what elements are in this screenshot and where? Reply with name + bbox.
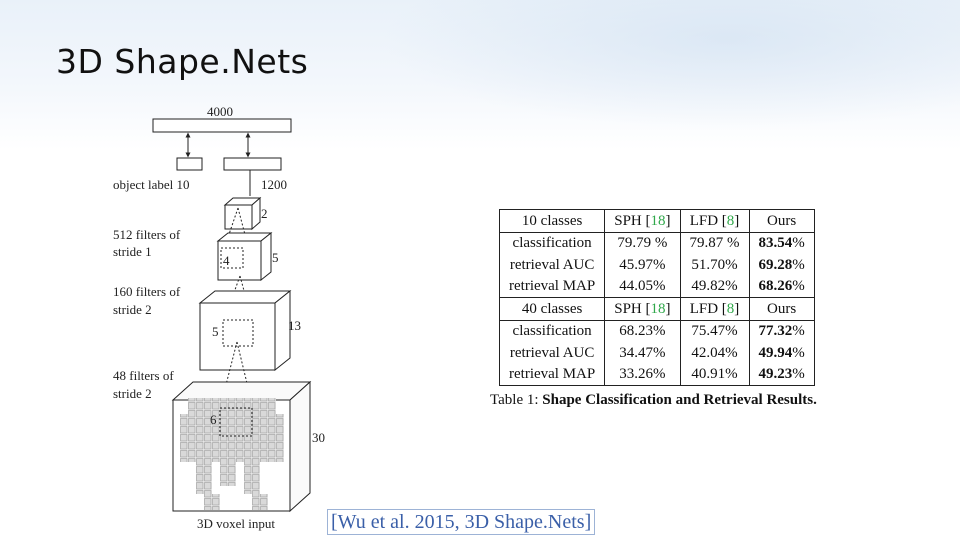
- cell-sph: 44.05%: [605, 276, 680, 298]
- col-header-classes: 10 classes: [500, 210, 605, 233]
- results-table: [499, 209, 815, 386]
- object-label-text: object label 10: [113, 177, 190, 192]
- ref-link[interactable]: 18: [650, 300, 666, 317]
- cell-lfd: 75.47%: [680, 320, 749, 342]
- fc-layer-4000: [153, 119, 291, 132]
- cell-ours: 68.26%: [749, 276, 814, 298]
- ref-link[interactable]: 18: [650, 212, 666, 229]
- row-label: retrieval MAP: [500, 364, 605, 386]
- layer2-line2: stride 2: [113, 302, 152, 317]
- col-header-sph: SPH [18]: [605, 298, 680, 321]
- layer1-kernel: 4: [223, 253, 230, 268]
- row-label: retrieval AUC: [500, 342, 605, 364]
- label-1200-text: 1200: [261, 177, 287, 192]
- row-label: retrieval MAP: [500, 276, 605, 298]
- layer2-size: 13: [288, 318, 301, 333]
- layer2-kernel: 5: [212, 324, 219, 339]
- cell-ours: 77.32%: [749, 320, 814, 342]
- voxel-input-cube: [173, 382, 310, 511]
- table-row: [500, 276, 815, 298]
- table-row: [500, 320, 815, 342]
- results-table-container: [499, 209, 815, 386]
- citation-link[interactable]: [Wu et al. 2015, 3D Shape.Nets]: [327, 509, 595, 535]
- row-label: classification: [500, 320, 605, 342]
- table-section-header-row: [500, 298, 815, 321]
- cell-ours: 49.23%: [749, 364, 814, 386]
- label-layer: [177, 158, 202, 170]
- col-header-ours: Ours: [749, 210, 814, 233]
- slide-title: 3D Shape.Nets: [56, 42, 309, 81]
- input-label: 3D voxel input: [197, 516, 275, 531]
- table-row: [500, 342, 815, 364]
- col-header-sph: SPH [18]: [605, 210, 680, 233]
- cell-ours: 83.54%: [749, 232, 814, 254]
- layer1-out-size: 2: [261, 206, 268, 221]
- cell-sph: 79.79 %: [605, 232, 680, 254]
- layer1-size: 5: [272, 250, 279, 265]
- layer1-line1: 512 filters of: [113, 227, 181, 242]
- ref-link[interactable]: 8: [726, 300, 735, 317]
- cell-lfd: 79.87 %: [680, 232, 749, 254]
- col-header-lfd: LFD [8]: [680, 210, 749, 233]
- layer1-line2: stride 1: [113, 244, 152, 259]
- cell-sph: 34.47%: [605, 342, 680, 364]
- layer3-kernel: 6: [210, 412, 217, 427]
- row-label: retrieval AUC: [500, 254, 605, 276]
- table-header-row: [500, 210, 815, 233]
- top-units-label: 4000: [207, 104, 233, 119]
- cell-sph: 68.23%: [605, 320, 680, 342]
- ref-link[interactable]: 8: [726, 212, 735, 229]
- layer3-line1: 48 filters of: [113, 368, 174, 383]
- table-row: [500, 254, 815, 276]
- row-label: classification: [500, 232, 605, 254]
- cell-sph: 33.26%: [605, 364, 680, 386]
- network-architecture-figure: [100, 98, 340, 538]
- cell-ours: 49.94%: [749, 342, 814, 364]
- cell-ours: 69.28%: [749, 254, 814, 276]
- table-row: [500, 232, 815, 254]
- cell-lfd: 42.04%: [680, 342, 749, 364]
- table-row: [500, 364, 815, 386]
- col-header-classes: 40 classes: [500, 298, 605, 321]
- layer3-size: 30: [312, 430, 325, 445]
- cell-lfd: 51.70%: [680, 254, 749, 276]
- fc-layer-1200: [224, 158, 281, 170]
- table-caption: Table 1: Shape Classification and Retrieval Results.: [490, 392, 817, 408]
- layer3-line2: stride 2: [113, 386, 152, 401]
- layer2-line1: 160 filters of: [113, 284, 181, 299]
- cell-lfd: 40.91%: [680, 364, 749, 386]
- col-header-ours: Ours: [749, 298, 814, 321]
- col-header-lfd: LFD [8]: [680, 298, 749, 321]
- cell-lfd: 49.82%: [680, 276, 749, 298]
- cell-sph: 45.97%: [605, 254, 680, 276]
